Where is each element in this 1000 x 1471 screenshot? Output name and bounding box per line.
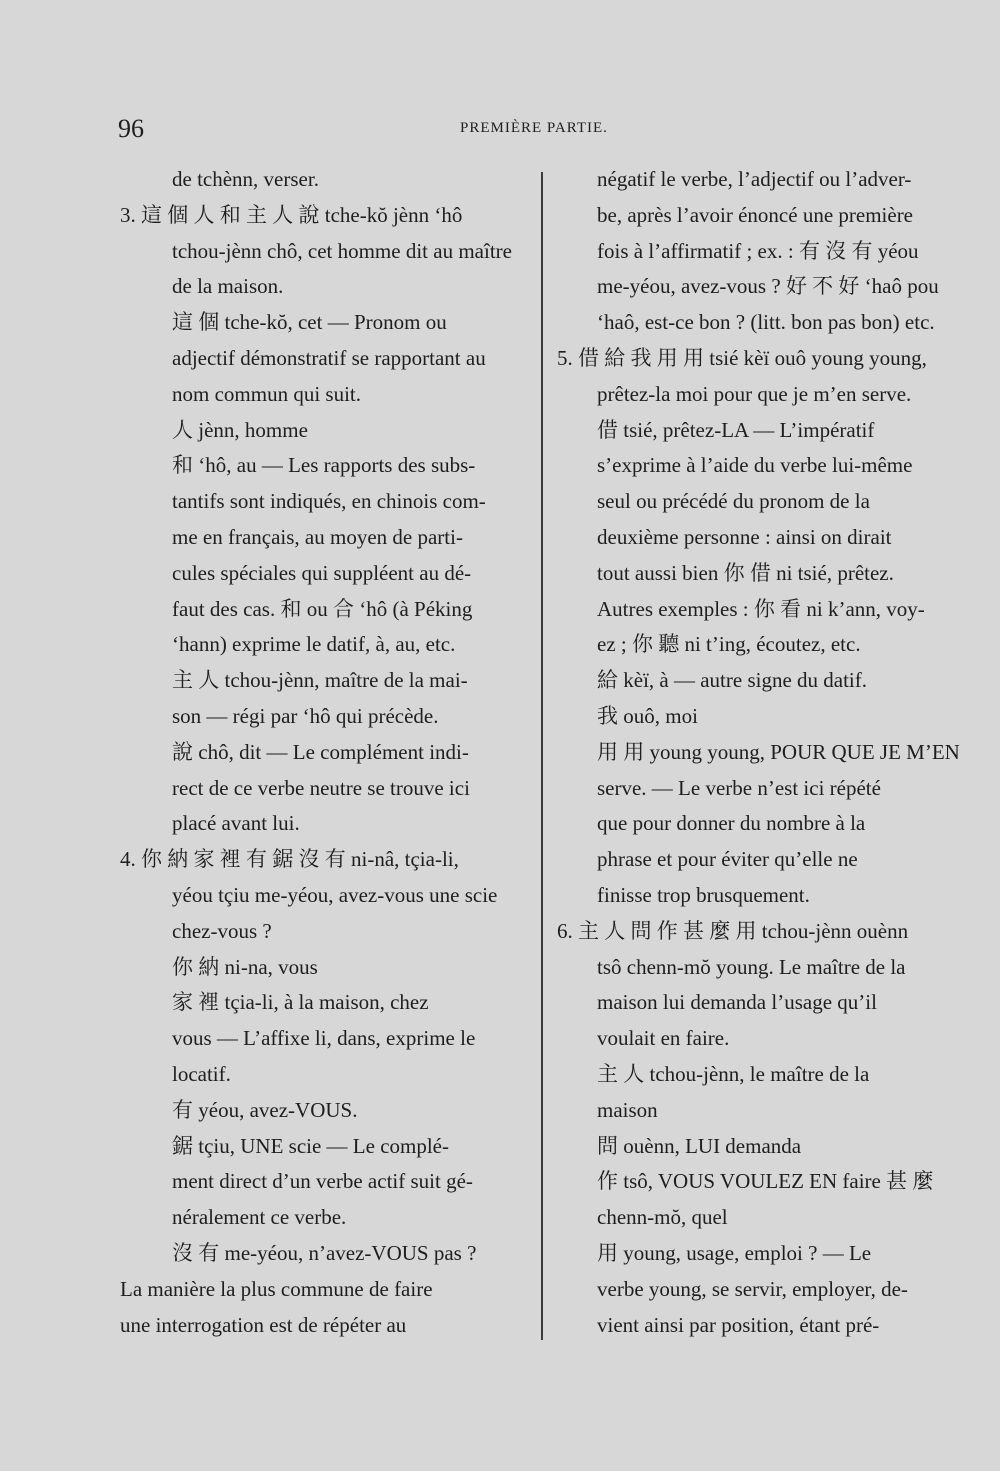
line-text: La manière la plus commune de faire [120,1276,433,1301]
text-line [557,1200,970,1236]
line-text: ‘haô, est-ce bon ? (litt. bon pas bon) etc. [597,310,935,335]
line-text: 作 tsô, VOUS VOULEZ EN faire 甚 麼 [597,1169,934,1194]
line-text: phrase et pour éviter qu’elle ne [597,847,858,872]
text-line [120,341,536,377]
line-text: finisse trop brusquement. [597,882,810,907]
left-column [120,162,536,1343]
line-text: néralement ce verbe. [172,1205,347,1230]
text-line [557,985,970,1021]
line-text: chenn-mŏ, quel [597,1205,728,1230]
text-line [557,413,970,449]
text-line [557,162,970,198]
text-line [120,878,536,914]
line-text: prêtez-la moi pour que je m’en serve. [597,381,912,406]
line-text: ez ; 你 聽 ni t’ing, écoutez, etc. [597,632,861,657]
text-line [557,592,970,628]
text-line [120,1200,536,1236]
text-line [120,699,536,735]
text-line [120,985,536,1021]
line-text: tsô chenn-mŏ young. Le maître de la [597,954,906,979]
text-line [557,448,970,484]
text-line [120,377,536,413]
line-text: vous — L’affixe li, dans, exprime le [172,1026,476,1051]
line-text: 家 裡 tçia-li, à la maison, chez [172,990,429,1015]
line-text: rect de ce verbe neutre se trouve ici [172,775,470,800]
line-text: 3. 這 個 人 和 主 人 說 tche-kŏ jènn ‘hô [120,202,463,227]
text-line [557,950,970,986]
text-line [557,377,970,413]
line-text: Autres exemples : 你 看 ni k’ann, voy- [597,596,925,621]
text-line [557,556,970,592]
column-divider [541,172,543,1340]
text-line [557,663,970,699]
line-text: ment direct d’un verbe actif suit gé- [172,1169,473,1194]
text-line [120,627,536,663]
text-line [120,162,536,198]
line-text: 5. 借 給 我 用 用 tsié kèï ouô young young, [557,345,927,370]
text-line [557,1308,970,1344]
line-text: 用 用 young young, POUR QUE JE M’EN [597,739,960,764]
line-text: de la maison. [172,274,284,299]
line-text: adjectif démonstratif se rapportant au [172,345,486,370]
text-line [557,914,970,950]
line-text: 有 yéou, avez-VOUS. [172,1097,358,1122]
text-line [120,484,536,520]
running-head: PREMIÈRE PARTIE. [460,120,608,136]
line-text: placé avant lui. [172,811,300,836]
text-line [557,806,970,842]
line-text: que pour donner du nombre à la [597,811,866,836]
line-text: 借 tsié, prêtez-LA — L’impératif [597,417,875,442]
text-line [557,1164,970,1200]
line-text: locatif. [172,1061,231,1086]
line-text: 鋸 tçiu, UNE scie — Le complé- [172,1133,449,1158]
text-line [120,234,536,270]
line-text: ‘hann) exprime le datif, à, au, etc. [172,632,456,657]
text-line [557,1272,970,1308]
line-text: 沒 有 me-yéou, n’avez-VOUS pas ? [172,1240,477,1265]
line-text: 和 ‘hô, au — Les rapports des subs- [172,453,476,478]
text-line [120,842,536,878]
text-line [120,413,536,449]
text-line [120,198,536,234]
line-text: 給 kèï, à — autre signe du datif. [597,668,868,693]
text-line [557,1093,970,1129]
text-line [120,1021,536,1057]
text-line [557,1021,970,1057]
text-line [120,1129,536,1165]
text-line [120,1093,536,1129]
text-line [557,484,970,520]
line-text: me en français, au moyen de parti- [172,524,463,549]
text-line [557,771,970,807]
line-text: serve. — Le verbe n’est ici répété [597,775,881,800]
text-line [557,627,970,663]
line-text: une interrogation est de répéter au [120,1312,407,1337]
text-line [557,842,970,878]
text-line [120,1308,536,1344]
line-text: me-yéou, avez-vous ? 好 不 好 ‘haô pou [597,274,939,299]
text-line [557,269,970,305]
line-text: 4. 你 納 家 裡 有 鋸 沒 有 ni-nâ, tçia-li, [120,847,459,872]
text-line [557,520,970,556]
line-text: verbe young, se servir, employer, de- [597,1276,908,1301]
line-text: 主 人 tchou-jènn, maître de la mai- [172,668,468,693]
line-text: nom commun qui suit. [172,381,361,406]
text-line [557,1057,970,1093]
text-line [120,950,536,986]
line-text: vient ainsi par position, étant pré- [597,1312,880,1337]
text-line [557,878,970,914]
text-line [120,806,536,842]
line-text: 你 納 ni-na, vous [172,954,318,979]
line-text: tantifs sont indiqués, en chinois com- [172,489,486,514]
line-text: tout aussi bien 你 借 ni tsié, prêtez. [597,560,894,585]
line-text: 用 young, usage, emploi ? — Le [597,1240,872,1265]
text-line [120,735,536,771]
line-text: 問 ouènn, LUI demanda [597,1133,802,1158]
text-line [557,1129,970,1165]
text-line [557,234,970,270]
text-line [557,198,970,234]
line-text: 主 人 tchou-jènn, le maître de la [597,1061,870,1086]
text-line [557,1236,970,1272]
line-text: 6. 主 人 問 作 甚 麼 用 tchou-jènn ouènn [557,918,909,943]
text-line [120,269,536,305]
line-text: tchou-jènn chô, cet homme dit au maître [172,238,512,263]
text-line [120,914,536,950]
line-text: s’exprime à l’aide du verbe lui-même [597,453,913,478]
line-text: 我 ouô, moi [597,703,698,728]
line-text: de tchènn, verser. [172,167,319,191]
text-line [120,556,536,592]
line-text: son — régi par ‘hô qui précède. [172,703,439,728]
line-text: deuxième personne : ainsi on dirait [597,524,892,549]
text-line [120,1272,536,1308]
text-line [120,520,536,556]
line-text: maison [597,1097,658,1122]
line-text: négatif le verbe, l’adjectif ou l’adver- [597,167,912,191]
line-text: faut des cas. 和 ou 合 ‘hô (à Péking [172,596,473,621]
text-line [120,1164,536,1200]
line-text: chez-vous ? [172,918,272,943]
line-text: fois à l’affirmatif ; ex. : 有 沒 有 yéou [597,238,919,263]
text-line [120,771,536,807]
text-line [557,341,970,377]
line-text: cules spéciales qui suppléent au dé- [172,560,472,585]
text-line [120,592,536,628]
text-line [120,1057,536,1093]
line-text: be, après l’avoir énoncé une première [597,202,914,227]
line-text: voulait en faire. [597,1026,730,1051]
text-line [557,699,970,735]
line-text: yéou tçiu me-yéou, avez-vous une scie [172,882,498,907]
text-line [120,305,536,341]
text-line [120,663,536,699]
text-line [557,305,970,341]
text-line [557,735,970,771]
right-column [557,162,970,1343]
line-text: 說 chô, dit — Le complément indi- [172,739,469,764]
line-text: 人 jènn, homme [172,417,308,442]
page-number: 96 [118,114,144,143]
line-text: 這 個 tche-kŏ, cet — Pronom ou [172,310,447,335]
text-line [120,1236,536,1272]
text-line [120,448,536,484]
line-text: maison lui demanda l’usage qu’il [597,990,877,1015]
line-text: seul ou précédé du pronom de la [597,489,870,514]
